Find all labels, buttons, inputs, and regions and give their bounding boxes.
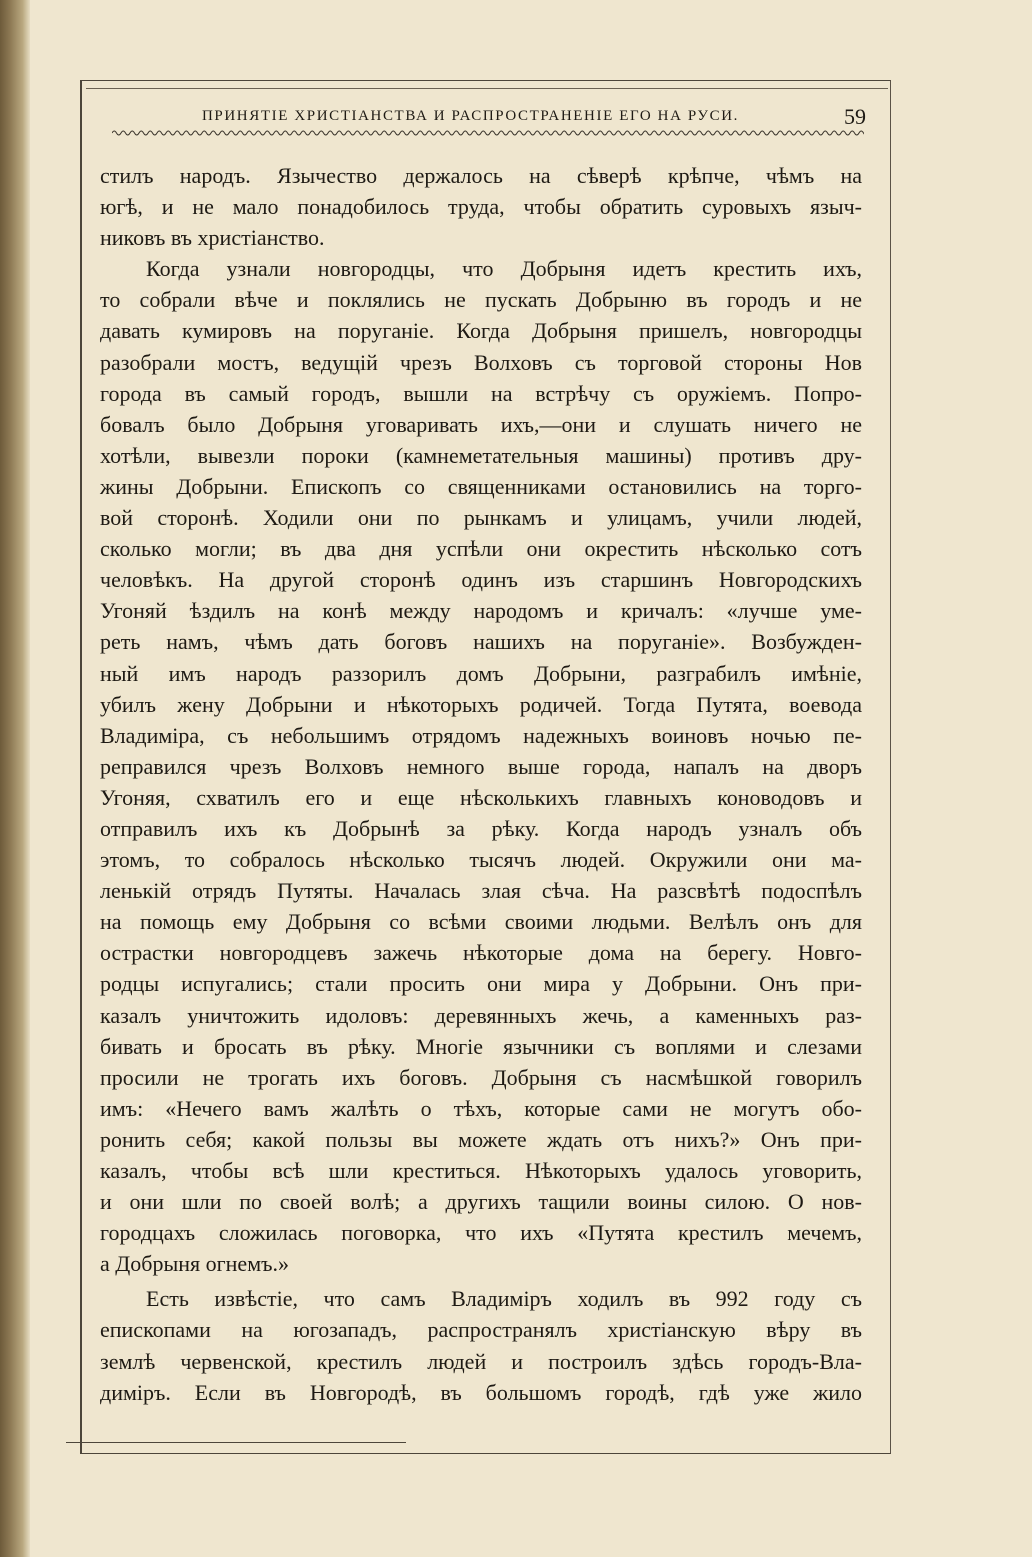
frame-top-rule xyxy=(86,88,888,89)
paragraph-2 xyxy=(100,253,862,1279)
text-line: города въ самый городъ, вышли на встрѣчу съ оружіемъ. Попро- xyxy=(100,380,862,406)
text-block xyxy=(100,160,862,1408)
text-line: просили не трогать ихъ боговъ. Добрыня съ насмѣшкой говорилъ xyxy=(100,1064,862,1090)
text-line: ленькій отрядъ Путяты. Началась злая сѣча. На разсвѣтѣ подоспѣлъ xyxy=(100,878,862,904)
text-line: городцахъ сложилась поговорка, что ихъ «Путята крестилъ мечемъ, xyxy=(100,1220,862,1246)
text-line: стилъ народъ. Язычество держалось на сѣверѣ крѣпче, чѣмъ на xyxy=(100,163,862,188)
page-number: 59 xyxy=(844,104,866,129)
text-line: а Добрыня огнемъ.» xyxy=(100,1251,289,1277)
paragraph-1 xyxy=(100,160,862,253)
text-line: бивать и бросать въ рѣку. Многіе язычники съ воплями и слезами xyxy=(100,1033,862,1059)
wavy-rule xyxy=(112,128,864,138)
text-line: давать кумировъ на поруганіе. Когда Добрыня пришелъ, новгородцы xyxy=(100,318,862,344)
text-line: Угоняя, схватилъ его и еще нѣсколькихъ главныхъ коноводовъ и xyxy=(100,784,862,810)
text-line: разобрали мостъ, ведущій чрезъ Волховъ съ торговой стороны Нов xyxy=(100,349,862,375)
text-line: жины Добрыни. Епископъ со священниками остановились на торго- xyxy=(100,473,862,499)
text-line: отправилъ ихъ къ Добрынѣ за рѣку. Когда народъ узналъ объ xyxy=(100,815,862,841)
frame-bottom-rule xyxy=(66,1442,406,1443)
text-line: реть намъ, чѣмъ дать боговъ нашихъ на поруганіе». Возбужден- xyxy=(100,629,862,655)
text-line: Угоняй ѣздилъ на конѣ между народомъ и кричалъ: «лучше уме- xyxy=(100,598,862,624)
text-line: югѣ, и не мало понадобилось труда, чтобы обратить суровыхъ языч- xyxy=(100,194,862,220)
text-line: бовалъ было Добрыня уговаривать ихъ,—они и слушать ничего не xyxy=(100,411,862,437)
text-line: имъ: «Нечего вамъ жалѣть о тѣхъ, которые сами не могутъ обо- xyxy=(100,1095,862,1121)
text-line: хотѣли, вывезли пороки (камнеметательныя машины) противъ дру- xyxy=(100,442,862,468)
text-line: Когда узнали новгородцы, что Добрыня идетъ крестить ихъ, xyxy=(146,256,862,282)
text-line: на помощь ему Добрыня со всѣми своими людьми. Велѣлъ онъ для xyxy=(100,909,862,935)
text-line: реправился чрезъ Волховъ немного выше города, напалъ на дворъ xyxy=(100,753,862,779)
running-head: ПРИНЯТІЕ ХРИСТІАНСТВА И РАСПРОСТРАНЕНІЕ ЕГО НА РУСИ. xyxy=(202,108,740,124)
text-line: убилъ жену Добрыни и нѣкоторыхъ родичей. Тогда Путята, воевода xyxy=(100,691,862,717)
text-line: Владиміра, съ небольшимъ отрядомъ надежныхъ воиновъ ночью пе- xyxy=(100,722,862,748)
text-line: и они шли по своей волѣ; а другихъ тащили воины силою. О нов- xyxy=(100,1189,862,1215)
text-line: казалъ уничтожить идоловъ: деревянныхъ жечь, а каменныхъ раз- xyxy=(100,1002,862,1028)
text-line: землѣ червенской, крестилъ людей и построилъ здѣсь городъ-Вла- xyxy=(100,1348,862,1374)
text-line: ронить себя; какой пользы вы можете ждать отъ нихъ?» Онъ при- xyxy=(100,1126,862,1152)
text-line: ный имъ народъ раззорилъ домъ Добрыни, разграбилъ имѣніе, xyxy=(100,660,862,686)
book-spine-shadow xyxy=(0,0,30,1557)
text-line: никовъ въ христіанство. xyxy=(100,225,325,251)
text-line: вой сторонѣ. Ходили они по рынкамъ и улицамъ, учили людей, xyxy=(100,505,862,531)
text-line: Есть извѣстіе, что самъ Владиміръ ходилъ въ 992 году съ xyxy=(146,1286,862,1312)
text-line: родцы испугались; стали просить они мира у Добрыни. Онъ при- xyxy=(100,971,862,997)
text-line: епископами на югозападъ, распространялъ христіанскую вѣру въ xyxy=(100,1317,862,1343)
text-line: казалъ, чтобы всѣ шли креститься. Нѣкоторыхъ удалось уговорить, xyxy=(100,1158,862,1183)
text-line: острастки новгородцевъ зажечь нѣкоторые дома на берегу. Новго- xyxy=(100,940,862,966)
paragraph-3 xyxy=(100,1283,862,1407)
text-line: то собрали вѣче и поклялись не пускать Добрыню въ городъ и не xyxy=(100,287,862,313)
text-line: диміръ. Если въ Новгородѣ, въ большомъ городѣ, гдѣ уже жило xyxy=(100,1379,862,1405)
text-line: сколько могли; въ два дня успѣли они окрестить нѣсколько сотъ xyxy=(100,536,862,562)
text-line: человѣкъ. На другой сторонѣ одинъ изъ старшинъ Новгородскихъ xyxy=(100,567,862,593)
text-line: этомъ, то собралось нѣсколько тысячъ людей. Окружили они ма- xyxy=(100,847,862,873)
